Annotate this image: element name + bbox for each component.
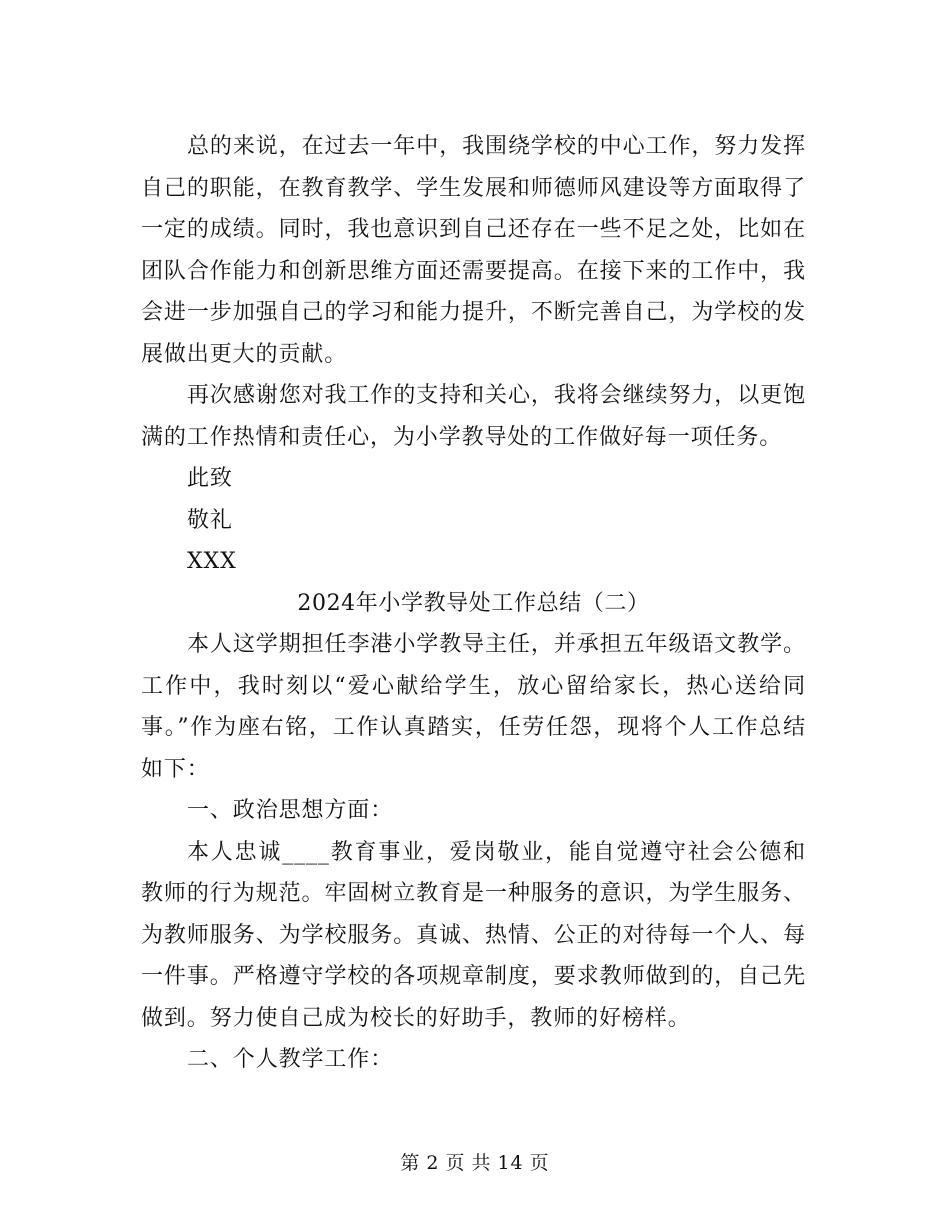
section-heading-teaching: 二、个人教学工作：: [187, 1047, 394, 1072]
footer-total-word: 共: [471, 1152, 492, 1174]
thanks-paragraph: 再次感谢您对我工作的支持和关心，我将会继续努力，以更饱满的工作热情和责任心，为小学教导处的工作做好每一项任务。: [141, 383, 806, 450]
signature: XXX: [187, 549, 237, 574]
footer-prefix: 第: [400, 1152, 421, 1174]
footer-suffix: 页: [529, 1152, 550, 1174]
footer-total-pages: 14: [497, 1152, 524, 1174]
document-body: [141, 126, 806, 1081]
closing-salutation: 此致: [187, 466, 233, 491]
section-title: 2024年小学教导处工作总结（二）: [297, 590, 650, 616]
closing-regards: 敬礼: [187, 507, 233, 533]
section-heading-politics: 一、政治思想方面：: [187, 798, 394, 823]
footer-current-page: 2: [426, 1152, 440, 1174]
intro-paragraph: 本人这学期担任李港小学教导主任，并承担五年级语文教学。工作中，我时刻以“爱心献给学生，放心留给家长，热心送给同事。”作为座右铭，工作认真踏实，任劳任怨，现将个人工作总结如下：: [141, 632, 806, 782]
politics-paragraph: 本人忠诚____教育事业，爱岗敬业，能自觉遵守社会公德和教师的行为规范。牢固树立教育是一种服务的意识，为学生服务、为教师服务、为学校服务。真诚、热情、公正的对待每一个人、每一件事。严格遵守学校的各项规章制度，要求教师做到的，自己先做到。努力使自己成为校长的好助手，教师的好榜样。: [141, 839, 806, 1031]
page-footer: [0, 1148, 950, 1175]
summary-paragraph: 总的来说，在过去一年中，我围绕学校的中心工作，努力发挥自己的职能，在教育教学、学生发展和师德师风建设等方面取得了一定的成绩。同时，我也意识到自己还存在一些不足之处，比如在团队合作能力和创新思维方面还需要提高。在接下来的工作中，我会进一步加强自己的学习和能力提升，不断完善自己，为学校的发展做出更大的贡献。: [141, 134, 806, 367]
footer-page-word: 页: [445, 1152, 466, 1174]
